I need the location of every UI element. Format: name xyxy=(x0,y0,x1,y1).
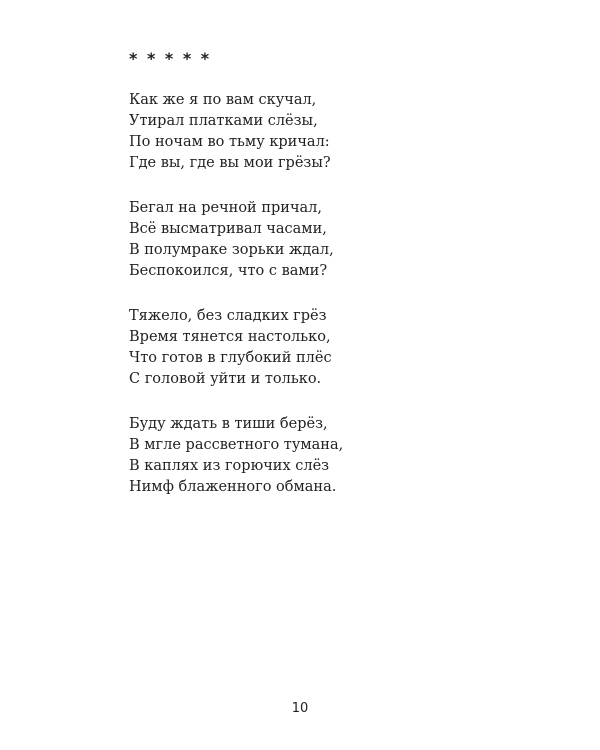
stanza-4 xyxy=(129,414,549,498)
poem-line: Нимф блаженного обмана. xyxy=(129,479,337,495)
poem-line: Что готов в глубокий плёс xyxy=(129,350,332,366)
stanza-separator-heading: * * * * * xyxy=(129,49,212,68)
stanza-2 xyxy=(129,198,549,282)
poem-line: Время тянется настолько, xyxy=(129,329,331,345)
poem-line: Беспокоился, что с вами? xyxy=(129,263,328,279)
poem-line: Тяжело, без сладких грёз xyxy=(129,308,327,324)
poem-line: По ночам во тьму кричал: xyxy=(129,134,330,150)
poem-line: Где вы, где вы мои грёзы? xyxy=(129,155,331,171)
stanza-3 xyxy=(129,306,549,390)
poem-line: С головой уйти и только. xyxy=(129,371,322,387)
poem-line: Как же я по вам скучал, xyxy=(129,92,317,108)
poem-line: Всё высматривал часами, xyxy=(129,221,327,237)
poem-line: Буду ждать в тиши берёз, xyxy=(129,416,328,432)
page-number: 10 xyxy=(291,701,309,716)
poem-line: В каплях из горючих слёз xyxy=(129,458,330,474)
poem-line: В мгле рассветного тумана, xyxy=(129,437,344,453)
poem-line: В полумраке зорьки ждал, xyxy=(129,242,334,258)
poem-line: Бегал на речной причал, xyxy=(129,200,322,216)
poem xyxy=(129,90,549,522)
poem-line: Утирал платками слёзы, xyxy=(129,113,318,129)
stanza-1 xyxy=(129,90,549,174)
